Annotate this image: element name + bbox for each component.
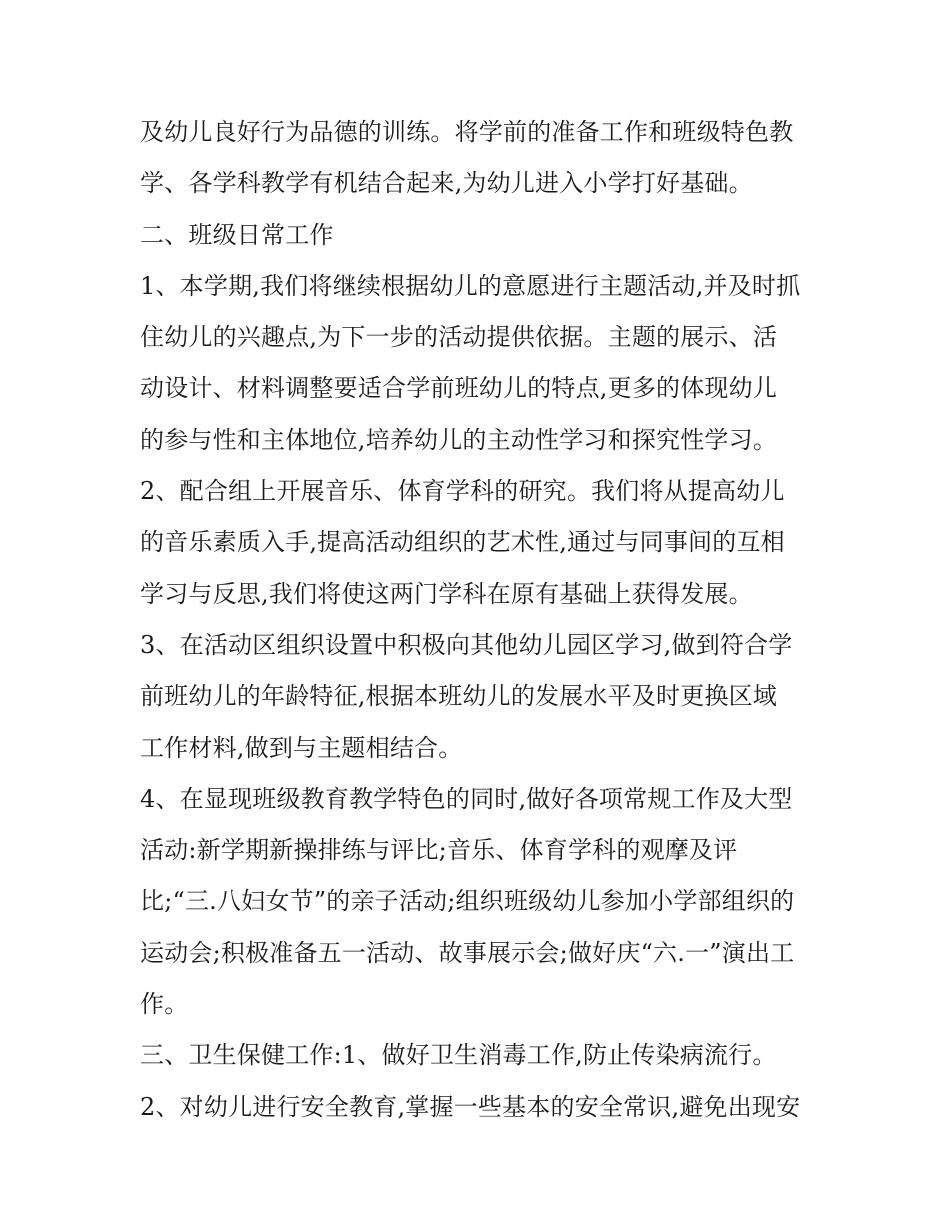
text-line: 学、各学科教学有机结合起来,为幼儿进入小学打好基础。 (140, 169, 753, 198)
text-line: 比;“三.八妇女节”的亲子活动;组织班级幼儿参加小学部组织的 (140, 887, 795, 916)
text-line: 1、本学期,我们将继续根据幼儿的意愿进行主题活动,并及时抓 (140, 271, 801, 300)
text-line: 活动:新学期新操排练与评比;音乐、体育学科的观摩及评 (140, 836, 738, 865)
text-line: 作。 (140, 990, 189, 1019)
text-line: 运动会;积极准备五一活动、故事展示会;做好庆“六.一”演出工 (140, 938, 795, 967)
text-line: 前班幼儿的年龄特征,根据本班幼儿的发展水平及时更换区域 (140, 682, 778, 711)
text-line: 动设计、材料调整要适合学前班幼儿的特点,更多的体现幼儿 (140, 374, 778, 403)
text-line: 学习与反思,我们将使这两门学科在原有基础上获得发展。 (140, 579, 753, 608)
text-line: 住幼儿的兴趣点,为下一步的活动提供依据。主题的展示、活 (140, 323, 778, 352)
section-heading: 三、卫生保健工作:1、做好卫生消毒工作,防止传染病流行。 (140, 1041, 777, 1070)
text-line: 2、对幼儿进行安全教育,掌握一些基本的安全常识,避免出现安 (140, 1092, 801, 1121)
text-line: 3、在活动区组织设置中积极向其他幼儿园区学习,做到符合学 (140, 630, 793, 659)
text-line: 2、配合组上开展音乐、体育学科的研究。我们将从提高幼儿 (140, 477, 785, 506)
text-line: 工作材料,做到与主题相结合。 (140, 733, 463, 762)
text-line: 4、在显现班级教育教学特色的同时,做好各项常规工作及大型 (140, 784, 793, 813)
text-line: 及幼儿良好行为品德的训练。将学前的准备工作和班级特色教 (140, 118, 794, 146)
text-line: 的参与性和主体地位,培养幼儿的主动性学习和探究性学习。 (140, 425, 778, 454)
text-line: 的音乐素质入手,提高活动组织的艺术性,通过与同事间的互相 (140, 528, 785, 557)
section-heading: 二、班级日常工作 (140, 220, 334, 249)
document-body (140, 107, 815, 1133)
